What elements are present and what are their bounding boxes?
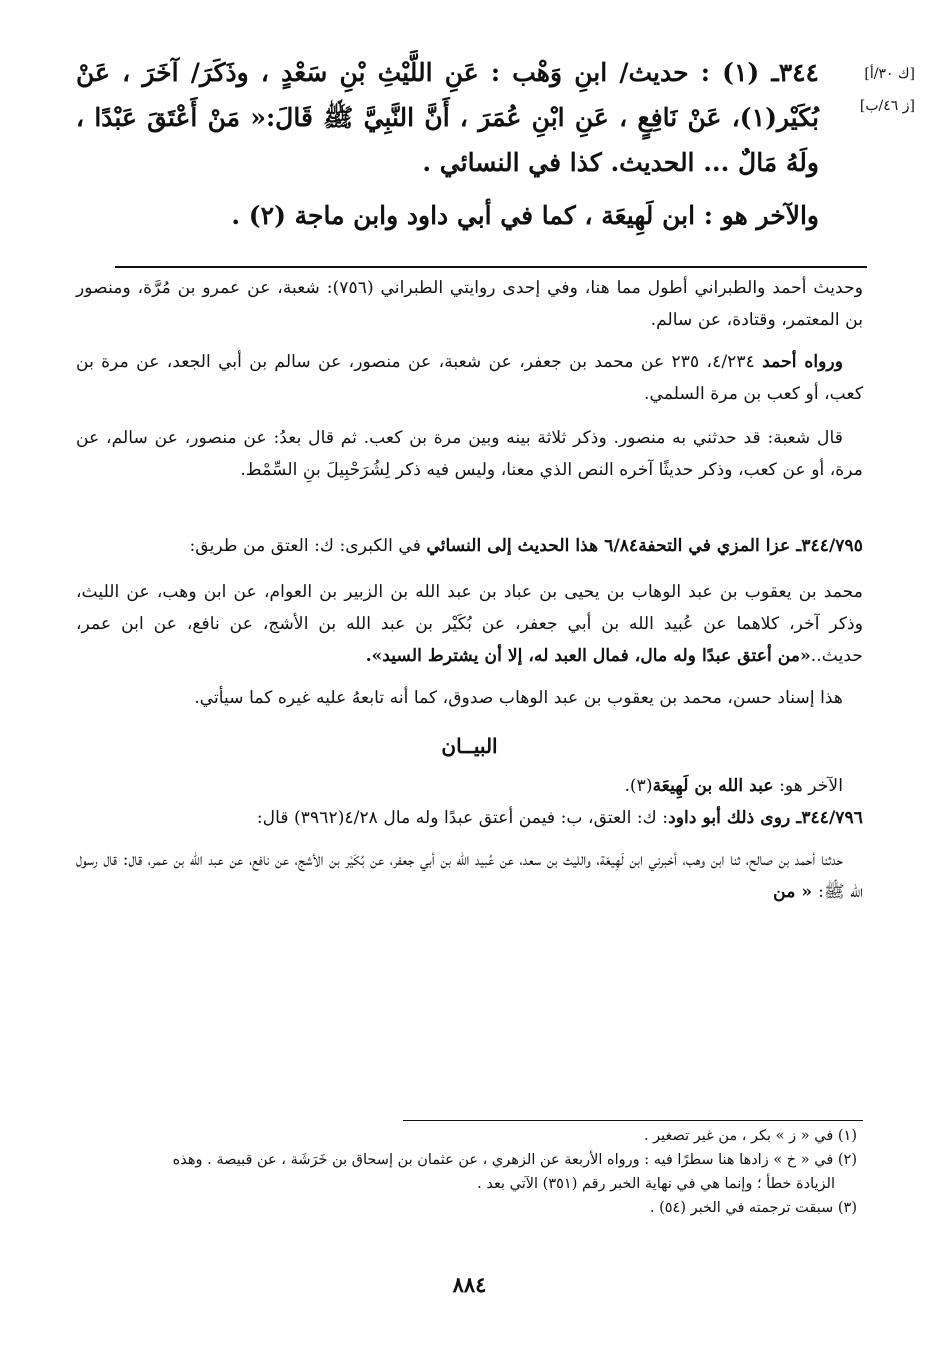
paragraph-8-rest: : ك: العتق، ب: فيمن أعتق عبدًا وله مال ٤/٢٨(٣٩٦٢) قال: — [256, 808, 669, 828]
header-divider — [115, 266, 867, 268]
paragraph-4 — [76, 530, 863, 562]
paragraph-6: هذا إسناد حسن، محمد بن يعقوب بن عبد الوهاب صدوق، كما أنه تابعهُ عليه غيره كما سيأتي. — [194, 688, 843, 708]
paragraph-4-bold: ٣٤٤/٧٩٥ـ عزا المزي في التحفة٦/٨٤ هذا الحديث إلى النسائي — [426, 536, 863, 556]
footnote-2-continued: الزيادة خطأ ؛ وإنما هي في نهاية الخبر رقم (٣٥١) الآتي بعد . — [477, 1176, 835, 1192]
hadith-other-line: والآخر هو : ابن لَهِيعَة ، كما في أبي داود وابن ماجة (٢) . — [231, 201, 819, 230]
page-number: ٨٨٤ — [452, 1272, 487, 1297]
paragraph-9-bold: « من — [773, 882, 819, 902]
commentary-body — [76, 272, 863, 908]
paragraph-7-bold: عبد الله بن لَهِيعَة — [652, 776, 774, 796]
paragraph-2-rest: ٤/٢٣٤، ٢٣٥ عن محمد بن جعفر، عن شعبة، عن منصور، عن سالم بن أبي الجعد، عن مرة بن كعب، أو كعب بن مرة السلمي. — [76, 352, 863, 404]
hadith-header — [76, 50, 819, 238]
paragraph-9 — [76, 844, 863, 908]
paragraph-3: قال شعبة: قد حدثني به منصور. وذكر ثلاثة بينه وبين مرة بن كعب. ثم قال بعدُ: عن منصور، عن سالم، عن مرة، أو عن كعب، وذكر حديثًا آخره النص الذي معنا، وليس فيه ذكر لِشُرَحْبِيلَ بنِ السِّمْط. — [76, 428, 863, 480]
footnote-divider — [403, 1120, 863, 1121]
paragraph-4-rest: في الكبرى: ك: العتق من طريق: — [189, 536, 427, 556]
footnote-1: (١) في « ز » بكر ، من غير تصغير . — [643, 1128, 857, 1144]
paragraph-8-bold: ٣٤٤/٧٩٦ـ روى ذلك أبو داود — [668, 808, 863, 828]
paragraph-7-end: (٣). — [624, 776, 653, 796]
paragraph-5-text: محمد بن يعقوب بن عبد الوهاب بن يحيى بن عباد بن عبد الله بن الزبير بن العوام، عن ابن وهب، عن الليث، وذكر آخر، كلاهما عن عُبيد الله بن أبي جعفر، عن بُكَيْر بن عبد الله بن الأشج، عن نافع، عن ابن عمر، حديث.. — [76, 582, 863, 666]
footnotes — [76, 1124, 857, 1220]
hadith-text: ٣٤٤ـ (١) : حديث/ ابنِ وَهْب : عَنِ اللَّيْثِ بْنِ سَعْدٍ ، وذَكَرَ/ آخَرَ ، عَنْ بُكَيْر(١)، عَنْ نَافِعٍ ، عَنِ ابْنِ عُمَرَ ، أَنَّ النَّبِيَّ ﷺ قَالَ:« مَنْ أَعْتَقَ عَبْدًا ، ولَهُ مَالٌ ... الحديث. كذا في النسائي . — [76, 58, 819, 177]
margin-notes — [835, 58, 915, 122]
paragraph-2 — [76, 346, 863, 410]
paragraph-5-quote: «من أعتق عبدًا وله مال، فمال العبد له، إلا أن يشترط السيد». — [365, 646, 811, 666]
paragraph-9-text: حدثنا أحمد بن صالح، ثنا ابن وهب، أخبرني ابن لَهِيعَة، والليث بن سعد، عن عُبيد الله بن أبي جعفر، عن بُكَيْر بن الأشج، عن نافع، عن عبد الله بن عمر، قال: قال رسول الله ﷺ: — [76, 850, 863, 902]
paragraph-5 — [76, 576, 863, 672]
footnote-2: (٢) في « خ » زادها هنا سطرًا فيه : ورواه الأربعة عن الزهري ، عن عثمان بن إسحاق بن خَرَشَة ، عن قبيصة . وهذه — [172, 1152, 857, 1168]
paragraph-7 — [76, 770, 863, 802]
paragraph-2-bold: ورواه أحمد — [762, 352, 844, 372]
paragraph-1: وحديث أحمد والطبراني أطول مما هنا، وفي إحدى روايتي الطبراني (٧٥٦): شعبة، عن عمرو بن مُرَّة، ومنصور بن المعتمر، وقتادة، عن سالم. — [76, 278, 864, 330]
margin-note-z: [ز ٤٦/ب] — [859, 98, 915, 114]
paragraph-8 — [76, 802, 863, 834]
margin-note-k: [ك ٣٠/أ] — [864, 66, 915, 82]
section-heading-bayan: البيــان — [441, 734, 498, 758]
paragraph-7-start: الآخر هو: — [773, 776, 843, 796]
footnote-3: (٣) سبقت ترجمته في الخبر (٥٤) . — [649, 1200, 857, 1216]
